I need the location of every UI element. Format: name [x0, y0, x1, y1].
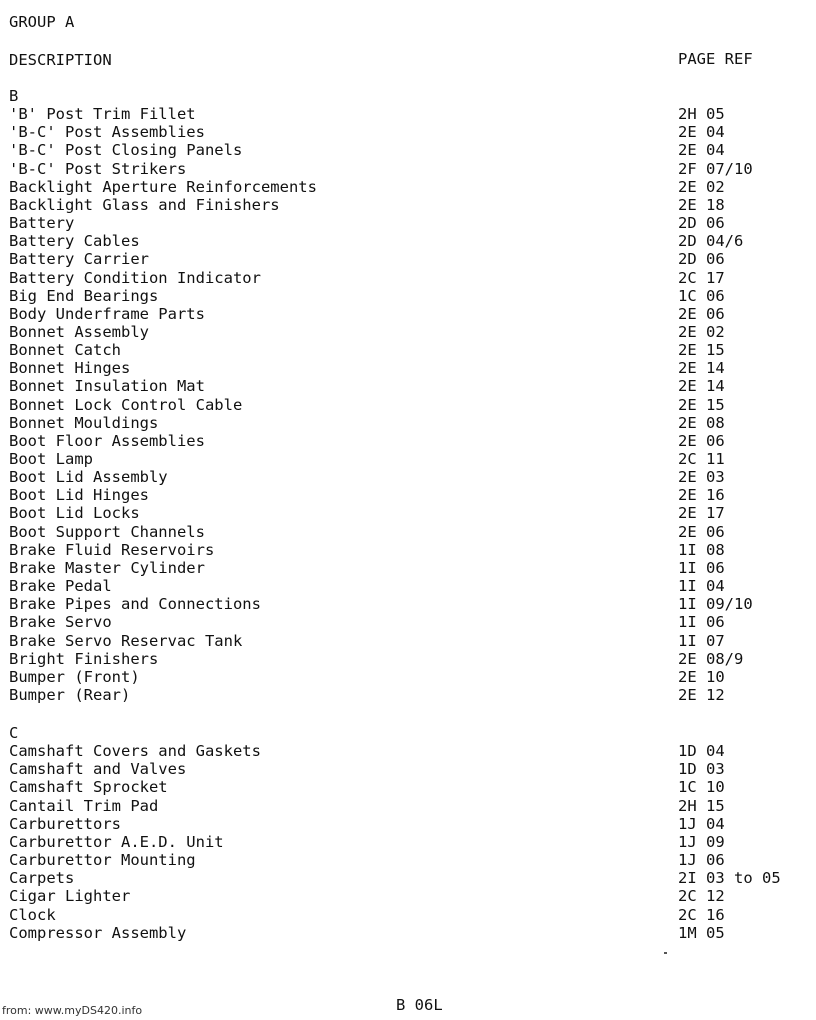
entry-page-ref: 1I 04 [678, 577, 725, 596]
entry-description: Big End Bearings [9, 286, 159, 305]
entry-description: Battery Carrier [9, 250, 149, 269]
index-entry [0, 486, 816, 504]
entry-description: Bonnet Insulation Mat [9, 377, 205, 396]
entry-description: Battery [9, 214, 75, 233]
index-entry [0, 523, 816, 541]
index-entry [0, 686, 816, 704]
section-letter: B [9, 87, 19, 105]
entry-description: Bonnet Lock Control Cable [9, 395, 243, 414]
entry-description: Boot Lid Locks [9, 504, 140, 523]
entry-page-ref: 2E 17 [678, 504, 725, 523]
entry-page-ref: 2C 17 [678, 268, 725, 287]
index-entry [0, 232, 816, 250]
entry-page-ref: 2H 05 [678, 105, 725, 124]
index-entry [0, 541, 816, 559]
entry-page-ref: 2E 02 [678, 322, 725, 341]
index-entry [0, 414, 816, 432]
entry-description: Carburettors [9, 814, 121, 833]
entry-page-ref: 1J 06 [678, 851, 725, 870]
index-entry [0, 287, 816, 305]
entry-description: 'B-C' Post Closing Panels [9, 141, 243, 160]
entry-page-ref: 2H 15 [678, 796, 725, 815]
index-entry [0, 396, 816, 414]
entry-description: Boot Floor Assemblies [9, 431, 205, 450]
entry-description: Bonnet Catch [9, 341, 121, 360]
index-entry [0, 595, 816, 613]
index-entry [0, 341, 816, 359]
index-entry [0, 559, 816, 577]
entry-page-ref: 2E 15 [678, 395, 725, 414]
entry-page-ref: 1I 09/10 [678, 595, 753, 614]
entry-description: Battery Cables [9, 232, 140, 251]
entry-page-ref: 1I 07 [678, 631, 725, 650]
group-title: GROUP A [9, 13, 75, 31]
index-entry [0, 742, 816, 760]
index-entry [0, 269, 816, 287]
index-entry [0, 141, 816, 159]
scan-speck [664, 952, 667, 954]
entry-page-ref: 2E 12 [678, 685, 725, 704]
index-entry [0, 869, 816, 887]
index-entry [0, 214, 816, 232]
entry-page-ref: 1C 06 [678, 286, 725, 305]
page-ref-column-header: PAGE REF [678, 50, 753, 68]
entry-page-ref: 2D 06 [678, 214, 725, 233]
index-entry [0, 577, 816, 595]
index-entry [0, 359, 816, 377]
entry-description: Bumper (Front) [9, 667, 140, 686]
entry-page-ref: 2C 12 [678, 887, 725, 906]
entry-description: Backlight Aperture Reinforcements [9, 177, 317, 196]
entry-description: Bonnet Hinges [9, 359, 131, 378]
index-entry [0, 833, 816, 851]
index-entry [0, 613, 816, 631]
index-entry [0, 178, 816, 196]
index-entry [0, 105, 816, 123]
page-number: B 06L [396, 996, 443, 1014]
entry-page-ref: 2E 14 [678, 377, 725, 396]
entry-description: Cigar Lighter [9, 887, 131, 906]
index-entry [0, 160, 816, 178]
index-entry [0, 196, 816, 214]
section-letter: C [9, 724, 19, 742]
entry-description: Brake Servo Reservac Tank [9, 631, 243, 650]
index-entry [0, 123, 816, 141]
entry-page-ref: 2I 03 to 05 [678, 869, 781, 888]
index-entry [0, 432, 816, 450]
entry-page-ref: 2E 06 [678, 431, 725, 450]
entry-page-ref: 2E 04 [678, 123, 725, 142]
entry-page-ref: 1C 10 [678, 778, 725, 797]
entry-page-ref: 1I 06 [678, 613, 725, 632]
entry-page-ref: 2E 02 [678, 177, 725, 196]
entry-page-ref: 2E 03 [678, 468, 725, 487]
entry-description: Carburettor A.E.D. Unit [9, 832, 224, 851]
index-entry [0, 632, 816, 650]
entry-page-ref: 2E 15 [678, 341, 725, 360]
entry-page-ref: 2E 16 [678, 486, 725, 505]
entry-page-ref: 1I 06 [678, 558, 725, 577]
entry-description: 'B-C' Post Assemblies [9, 123, 205, 142]
entry-description: Brake Master Cylinder [9, 558, 205, 577]
entry-page-ref: 2E 10 [678, 667, 725, 686]
entry-page-ref: 2E 06 [678, 522, 725, 541]
index-entry [0, 650, 816, 668]
entry-page-ref: 1D 03 [678, 760, 725, 779]
entry-description: Bumper (Rear) [9, 685, 131, 704]
entry-description: 'B' Post Trim Fillet [9, 105, 196, 124]
entry-description: Carpets [9, 869, 75, 888]
entry-description: Camshaft and Valves [9, 760, 187, 779]
entry-page-ref: 2E 14 [678, 359, 725, 378]
index-entry [0, 468, 816, 486]
entry-page-ref: 2F 07/10 [678, 159, 753, 178]
entry-description: Cantail Trim Pad [9, 796, 159, 815]
index-entry [0, 323, 816, 341]
entry-page-ref: 2E 18 [678, 195, 725, 214]
entry-page-ref: 2C 11 [678, 450, 725, 468]
entry-page-ref: 2D 06 [678, 250, 725, 269]
entry-description: Boot Support Channels [9, 522, 205, 541]
entry-page-ref: 2E 04 [678, 141, 725, 160]
entry-page-ref: 2D 04/6 [678, 232, 744, 251]
entry-description: Boot Lid Hinges [9, 486, 149, 505]
index-entry [0, 504, 816, 522]
entry-description: Bonnet Assembly [9, 322, 149, 341]
entry-description: Backlight Glass and Finishers [9, 195, 280, 214]
index-entry [0, 887, 816, 905]
entry-page-ref: 1D 04 [678, 742, 725, 761]
index-entry [0, 668, 816, 686]
entry-description: Brake Fluid Reservoirs [9, 540, 215, 559]
entry-description: Battery Condition Indicator [9, 268, 261, 287]
index-entry [0, 305, 816, 323]
index-entry [0, 760, 816, 778]
entry-page-ref: 2C 16 [678, 905, 725, 924]
watermark: from: www.myDS420.info [2, 1004, 143, 1017]
entry-description: Brake Pedal [9, 577, 112, 596]
entry-description: Clock [9, 905, 56, 924]
entry-page-ref: 2E 06 [678, 304, 725, 323]
entry-page-ref: 1I 08 [678, 540, 725, 559]
entry-description: Bright Finishers [9, 649, 159, 668]
index-entry [0, 906, 816, 924]
entry-description: Boot Lamp [9, 450, 93, 468]
entry-description: Brake Pipes and Connections [9, 595, 261, 614]
entry-page-ref: 1J 04 [678, 814, 725, 833]
entry-page-ref: 2E 08/9 [678, 649, 744, 668]
index-entry [0, 797, 816, 815]
entry-page-ref: 1M 05 [678, 923, 725, 942]
entry-page-ref: 1J 09 [678, 832, 725, 851]
index-entry [0, 815, 816, 833]
entry-description: Carburettor Mounting [9, 851, 196, 870]
entry-description: 'B-C' Post Strikers [9, 159, 187, 178]
entry-page-ref: 2E 08 [678, 413, 725, 432]
entry-description: Camshaft Sprocket [9, 778, 168, 797]
entry-description: Boot Lid Assembly [9, 468, 168, 487]
index-entry [0, 924, 816, 942]
index-entry [0, 377, 816, 395]
index-entry [0, 250, 816, 268]
index-entry [0, 450, 816, 468]
description-column-header: DESCRIPTION [9, 51, 112, 69]
index-entry [0, 851, 816, 869]
entry-description: Compressor Assembly [9, 923, 187, 942]
entry-description: Bonnet Mouldings [9, 413, 159, 432]
index-entry [0, 778, 816, 796]
entry-description: Brake Servo [9, 613, 112, 632]
entry-description: Body Underframe Parts [9, 304, 205, 323]
entry-description: Camshaft Covers and Gaskets [9, 742, 261, 761]
